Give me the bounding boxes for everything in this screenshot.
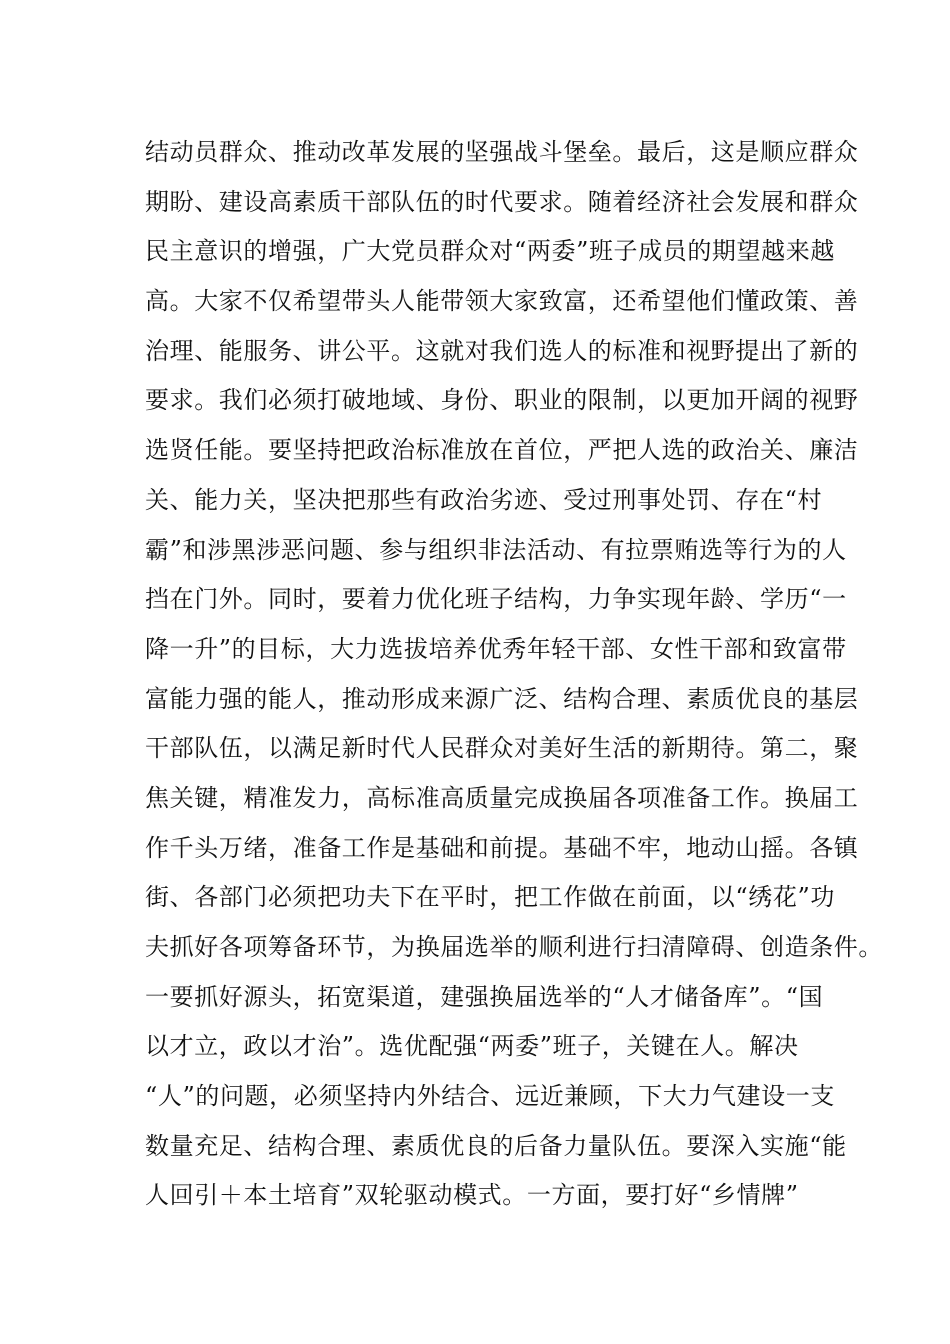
- text-line: 治理、能服务、讲公平。这就对我们选人的标准和视野提出了新的: [145, 336, 859, 365]
- text-line: 霸”和涉黑涉恶问题、参与组织非法活动、有拉票贿选等行为的人: [145, 535, 847, 564]
- text-line: 干部队伍，以满足新时代人民群众对美好生活的新期待。第二，聚: [145, 734, 859, 763]
- text-line: 夫抓好各项筹备环节，为换届选举的顺利进行扫清障碍、创造条件。: [145, 933, 883, 961]
- text-line: 作千头万绪，准备工作是基础和前提。基础不牢，地动山摇。各镇: [145, 833, 859, 862]
- text-line: 高。大家不仅希望带头人能带领大家致富，还希望他们懂政策、善: [145, 287, 859, 316]
- text-line: 要求。我们必须打破地域、身份、职业的限制，以更加开阔的视野: [145, 386, 859, 415]
- text-line: 民主意识的增强，广大党员群众对“两委”班子成员的期望越来越: [145, 237, 835, 266]
- text-line: 数量充足、结构合理、素质优良的后备力量队伍。要深入实施“能: [145, 1131, 847, 1160]
- text-line: 关、能力关，坚决把那些有政治劣迹、受过刑事处罚、存在“村: [145, 485, 823, 514]
- text-line: 挡在门外。同时，要着力优化班子结构，力争实现年龄、学历“一: [145, 585, 847, 614]
- text-line: 结动员群众、推动改革发展的坚强战斗堡垒。最后，这是顺应群众: [145, 138, 859, 166]
- body-text: [145, 128, 883, 1221]
- text-line: 焦关键，精准发力，高标准高质量完成换届各项准备工作。换届工: [145, 783, 859, 812]
- text-line: 一要抓好源头，拓宽渠道，建强换届选举的“人才储备库”。“国: [145, 982, 824, 1011]
- text-line: 以才立，政以才治”。选优配强“两委”班子，关键在人。解决: [145, 1032, 799, 1061]
- text-line: 富能力强的能人，推动形成来源广泛、结构合理、素质优良的基层: [145, 684, 859, 713]
- text-line: “人”的问题，必须坚持内外结合、远近兼顾，下大力气建设一支: [145, 1082, 835, 1111]
- text-line: 降一升”的目标，大力选拔培养优秀年轻干部、女性干部和致富带: [145, 634, 847, 663]
- text-line: 选贤任能。要坚持把政治标准放在首位，严把人选的政治关、廉洁: [145, 436, 859, 465]
- text-line: 期盼、建设高素质干部队伍的时代要求。随着经济社会发展和群众: [145, 187, 859, 216]
- text-line: 街、各部门必须把功夫下在平时，把工作做在前面，以“绣花”功: [145, 883, 835, 912]
- text-line: 人回引＋本土培育”双轮驱动模式。一方面，要打好“乡情牌”: [145, 1181, 799, 1210]
